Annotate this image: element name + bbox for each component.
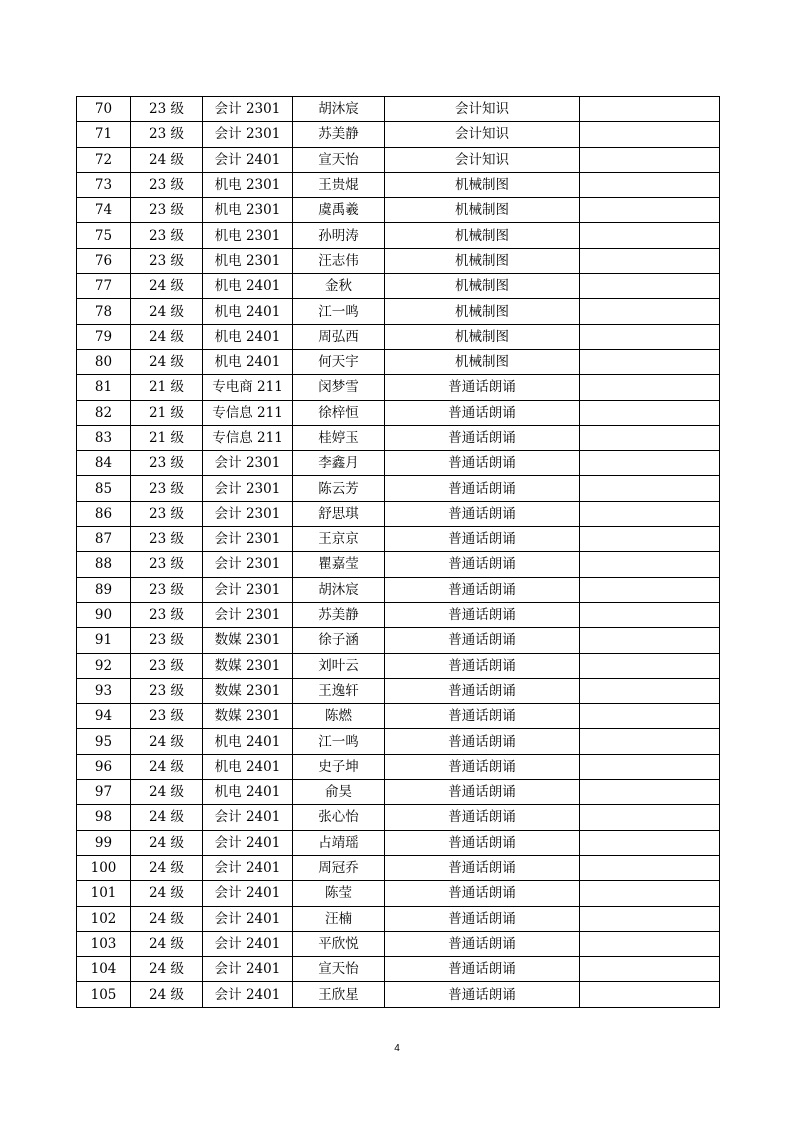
subject-cell: 普通话朗诵 [385,425,580,450]
student-name-cell: 胡沐宸 [293,577,385,602]
grade-cell: 24 级 [131,906,203,931]
student-name-cell: 王贵焜 [293,172,385,197]
student-name-cell: 苏美静 [293,122,385,147]
row-number-cell: 74 [77,198,131,223]
remark-cell [580,97,720,122]
class-cell: 会计 2401 [203,906,293,931]
subject-cell: 普通话朗诵 [385,678,580,703]
table-row [77,527,720,552]
class-cell: 会计 2301 [203,602,293,627]
row-number-cell: 103 [77,931,131,956]
row-number-cell: 105 [77,982,131,1007]
class-cell: 机电 2401 [203,274,293,299]
student-name-cell: 苏美静 [293,602,385,627]
subject-cell: 机械制图 [385,198,580,223]
grade-cell: 24 级 [131,729,203,754]
grade-cell: 23 级 [131,223,203,248]
remark-cell [580,729,720,754]
subject-cell: 普通话朗诵 [385,754,580,779]
row-number-cell: 93 [77,678,131,703]
grade-cell: 23 级 [131,527,203,552]
table-row [77,147,720,172]
row-number-cell: 83 [77,425,131,450]
table-row [77,501,720,526]
student-name-cell: 史子坤 [293,754,385,779]
table-row [77,982,720,1007]
grade-cell: 24 级 [131,299,203,324]
row-number-cell: 80 [77,349,131,374]
class-cell: 机电 2401 [203,324,293,349]
table-row [77,704,720,729]
table-row [77,476,720,501]
table-row [77,678,720,703]
class-cell: 机电 2401 [203,299,293,324]
row-number-cell: 75 [77,223,131,248]
grade-cell: 23 级 [131,602,203,627]
remark-cell [580,577,720,602]
table-row [77,855,720,880]
table-row [77,729,720,754]
class-cell: 会计 2301 [203,97,293,122]
grade-cell: 23 级 [131,476,203,501]
class-cell: 机电 2401 [203,729,293,754]
remark-cell [580,324,720,349]
remark-cell [580,147,720,172]
row-number-cell: 97 [77,780,131,805]
remark-cell [580,906,720,931]
student-name-cell: 周弘西 [293,324,385,349]
table-row [77,248,720,273]
grade-cell: 24 级 [131,754,203,779]
row-number-cell: 91 [77,628,131,653]
row-number-cell: 99 [77,830,131,855]
row-number-cell: 102 [77,906,131,931]
row-number-cell: 70 [77,97,131,122]
grade-cell: 24 级 [131,349,203,374]
table-row [77,223,720,248]
subject-cell: 普通话朗诵 [385,577,580,602]
subject-cell: 普通话朗诵 [385,729,580,754]
grade-cell: 24 级 [131,147,203,172]
row-number-cell: 71 [77,122,131,147]
subject-cell: 机械制图 [385,248,580,273]
subject-cell: 普通话朗诵 [385,527,580,552]
student-name-cell: 闵梦雪 [293,375,385,400]
subject-cell: 会计知识 [385,122,580,147]
class-cell: 会计 2401 [203,931,293,956]
grade-cell: 23 级 [131,653,203,678]
row-number-cell: 101 [77,881,131,906]
remark-cell [580,678,720,703]
row-number-cell: 78 [77,299,131,324]
remark-cell [580,425,720,450]
student-name-cell: 舒思琪 [293,501,385,526]
grade-cell: 21 级 [131,400,203,425]
student-name-cell: 张心怡 [293,805,385,830]
table-row [77,349,720,374]
grade-cell: 24 级 [131,830,203,855]
student-name-cell: 陈云芳 [293,476,385,501]
remark-cell [580,805,720,830]
class-cell: 机电 2301 [203,172,293,197]
subject-cell: 普通话朗诵 [385,628,580,653]
row-number-cell: 95 [77,729,131,754]
row-number-cell: 92 [77,653,131,678]
subject-cell: 普通话朗诵 [385,830,580,855]
student-name-cell: 平欣悦 [293,931,385,956]
student-name-cell: 王欣星 [293,982,385,1007]
student-roster-table [76,96,720,1008]
grade-cell: 24 级 [131,881,203,906]
student-name-cell: 汪志伟 [293,248,385,273]
student-name-cell: 胡沐宸 [293,97,385,122]
subject-cell: 普通话朗诵 [385,476,580,501]
subject-cell: 机械制图 [385,172,580,197]
table-row [77,906,720,931]
row-number-cell: 96 [77,754,131,779]
grade-cell: 23 级 [131,678,203,703]
class-cell: 专信息 211 [203,425,293,450]
table-row [77,400,720,425]
subject-cell: 普通话朗诵 [385,501,580,526]
class-cell: 数媒 2301 [203,678,293,703]
row-number-cell: 98 [77,805,131,830]
student-name-cell: 虞禹羲 [293,198,385,223]
remark-cell [580,400,720,425]
table-row [77,957,720,982]
remark-cell [580,451,720,476]
table-row [77,324,720,349]
student-name-cell: 何天宇 [293,349,385,374]
student-name-cell: 刘叶云 [293,653,385,678]
subject-cell: 普通话朗诵 [385,906,580,931]
remark-cell [580,501,720,526]
grade-cell: 23 级 [131,451,203,476]
grade-cell: 24 级 [131,780,203,805]
subject-cell: 普通话朗诵 [385,653,580,678]
table-row [77,299,720,324]
table-row [77,425,720,450]
class-cell: 会计 2401 [203,982,293,1007]
subject-cell: 机械制图 [385,299,580,324]
subject-cell: 机械制图 [385,349,580,374]
student-name-cell: 徐梓恒 [293,400,385,425]
remark-cell [580,704,720,729]
table-row [77,754,720,779]
grade-cell: 24 级 [131,274,203,299]
grade-cell: 24 级 [131,324,203,349]
row-number-cell: 89 [77,577,131,602]
student-name-cell: 王逸轩 [293,678,385,703]
subject-cell: 机械制图 [385,223,580,248]
subject-cell: 机械制图 [385,324,580,349]
grade-cell: 23 级 [131,198,203,223]
grade-cell: 24 级 [131,855,203,880]
student-name-cell: 江一鸣 [293,729,385,754]
page-number: 4 [394,1043,400,1054]
grade-cell: 23 级 [131,97,203,122]
table-row [77,602,720,627]
subject-cell: 普通话朗诵 [385,805,580,830]
table-row [77,97,720,122]
table-row [77,780,720,805]
remark-cell [580,602,720,627]
subject-cell: 普通话朗诵 [385,552,580,577]
student-name-cell: 陈莹 [293,881,385,906]
table-row [77,881,720,906]
table-row [77,122,720,147]
grade-cell: 23 级 [131,122,203,147]
remark-cell [580,122,720,147]
class-cell: 会计 2401 [203,881,293,906]
subject-cell: 普通话朗诵 [385,780,580,805]
class-cell: 数媒 2301 [203,704,293,729]
remark-cell [580,881,720,906]
remark-cell [580,198,720,223]
class-cell: 机电 2301 [203,248,293,273]
subject-cell: 普通话朗诵 [385,704,580,729]
class-cell: 会计 2301 [203,501,293,526]
class-cell: 会计 2301 [203,476,293,501]
class-cell: 会计 2301 [203,451,293,476]
grade-cell: 23 级 [131,704,203,729]
table-row [77,552,720,577]
class-cell: 会计 2401 [203,147,293,172]
subject-cell: 普通话朗诵 [385,881,580,906]
row-number-cell: 84 [77,451,131,476]
roster-body [77,97,720,1008]
remark-cell [580,754,720,779]
remark-cell [580,830,720,855]
remark-cell [580,552,720,577]
class-cell: 会计 2301 [203,577,293,602]
grade-cell: 24 级 [131,957,203,982]
row-number-cell: 86 [77,501,131,526]
row-number-cell: 94 [77,704,131,729]
table-row [77,805,720,830]
student-name-cell: 占靖瑶 [293,830,385,855]
student-name-cell: 宣天怡 [293,147,385,172]
class-cell: 机电 2401 [203,780,293,805]
table-row [77,830,720,855]
remark-cell [580,653,720,678]
row-number-cell: 82 [77,400,131,425]
student-name-cell: 瞿嘉莹 [293,552,385,577]
subject-cell: 普通话朗诵 [385,400,580,425]
student-name-cell: 俞昊 [293,780,385,805]
remark-cell [580,957,720,982]
remark-cell [580,982,720,1007]
row-number-cell: 73 [77,172,131,197]
subject-cell: 普通话朗诵 [385,855,580,880]
subject-cell: 普通话朗诵 [385,931,580,956]
remark-cell [580,172,720,197]
class-cell: 专电商 211 [203,375,293,400]
remark-cell [580,527,720,552]
student-name-cell: 宣天怡 [293,957,385,982]
subject-cell: 普通话朗诵 [385,602,580,627]
class-cell: 专信息 211 [203,400,293,425]
remark-cell [580,476,720,501]
class-cell: 机电 2401 [203,349,293,374]
class-cell: 会计 2401 [203,830,293,855]
remark-cell [580,349,720,374]
table-row [77,653,720,678]
row-number-cell: 87 [77,527,131,552]
row-number-cell: 72 [77,147,131,172]
table-row [77,198,720,223]
student-name-cell: 陈燃 [293,704,385,729]
table-row [77,628,720,653]
remark-cell [580,855,720,880]
grade-cell: 23 级 [131,172,203,197]
grade-cell: 23 级 [131,248,203,273]
student-name-cell: 李鑫月 [293,451,385,476]
table-row [77,577,720,602]
grade-cell: 24 级 [131,805,203,830]
grade-cell: 24 级 [131,931,203,956]
class-cell: 机电 2301 [203,223,293,248]
remark-cell [580,274,720,299]
student-name-cell: 周冠乔 [293,855,385,880]
row-number-cell: 88 [77,552,131,577]
row-number-cell: 81 [77,375,131,400]
student-name-cell: 江一鸣 [293,299,385,324]
class-cell: 会计 2301 [203,122,293,147]
grade-cell: 24 级 [131,982,203,1007]
grade-cell: 23 级 [131,628,203,653]
grade-cell: 23 级 [131,501,203,526]
row-number-cell: 104 [77,957,131,982]
remark-cell [580,223,720,248]
subject-cell: 会计知识 [385,147,580,172]
student-name-cell: 徐子涵 [293,628,385,653]
row-number-cell: 90 [77,602,131,627]
class-cell: 会计 2401 [203,855,293,880]
table-row [77,451,720,476]
remark-cell [580,248,720,273]
row-number-cell: 76 [77,248,131,273]
table-row [77,274,720,299]
grade-cell: 23 级 [131,577,203,602]
row-number-cell: 77 [77,274,131,299]
remark-cell [580,931,720,956]
table-row [77,172,720,197]
student-name-cell: 桂婷玉 [293,425,385,450]
student-name-cell: 金秋 [293,274,385,299]
class-cell: 数媒 2301 [203,653,293,678]
grade-cell: 21 级 [131,375,203,400]
class-cell: 数媒 2301 [203,628,293,653]
class-cell: 会计 2401 [203,957,293,982]
class-cell: 机电 2301 [203,198,293,223]
class-cell: 机电 2401 [203,754,293,779]
student-name-cell: 汪楠 [293,906,385,931]
remark-cell [580,628,720,653]
remark-cell [580,375,720,400]
grade-cell: 21 级 [131,425,203,450]
table-row [77,375,720,400]
grade-cell: 23 级 [131,552,203,577]
subject-cell: 普通话朗诵 [385,375,580,400]
class-cell: 会计 2301 [203,527,293,552]
subject-cell: 会计知识 [385,97,580,122]
remark-cell [580,299,720,324]
subject-cell: 普通话朗诵 [385,451,580,476]
row-number-cell: 79 [77,324,131,349]
class-cell: 会计 2401 [203,805,293,830]
student-name-cell: 王京京 [293,527,385,552]
subject-cell: 机械制图 [385,274,580,299]
row-number-cell: 100 [77,855,131,880]
subject-cell: 普通话朗诵 [385,982,580,1007]
student-name-cell: 孙明涛 [293,223,385,248]
row-number-cell: 85 [77,476,131,501]
subject-cell: 普通话朗诵 [385,957,580,982]
table-row [77,931,720,956]
remark-cell [580,780,720,805]
class-cell: 会计 2301 [203,552,293,577]
